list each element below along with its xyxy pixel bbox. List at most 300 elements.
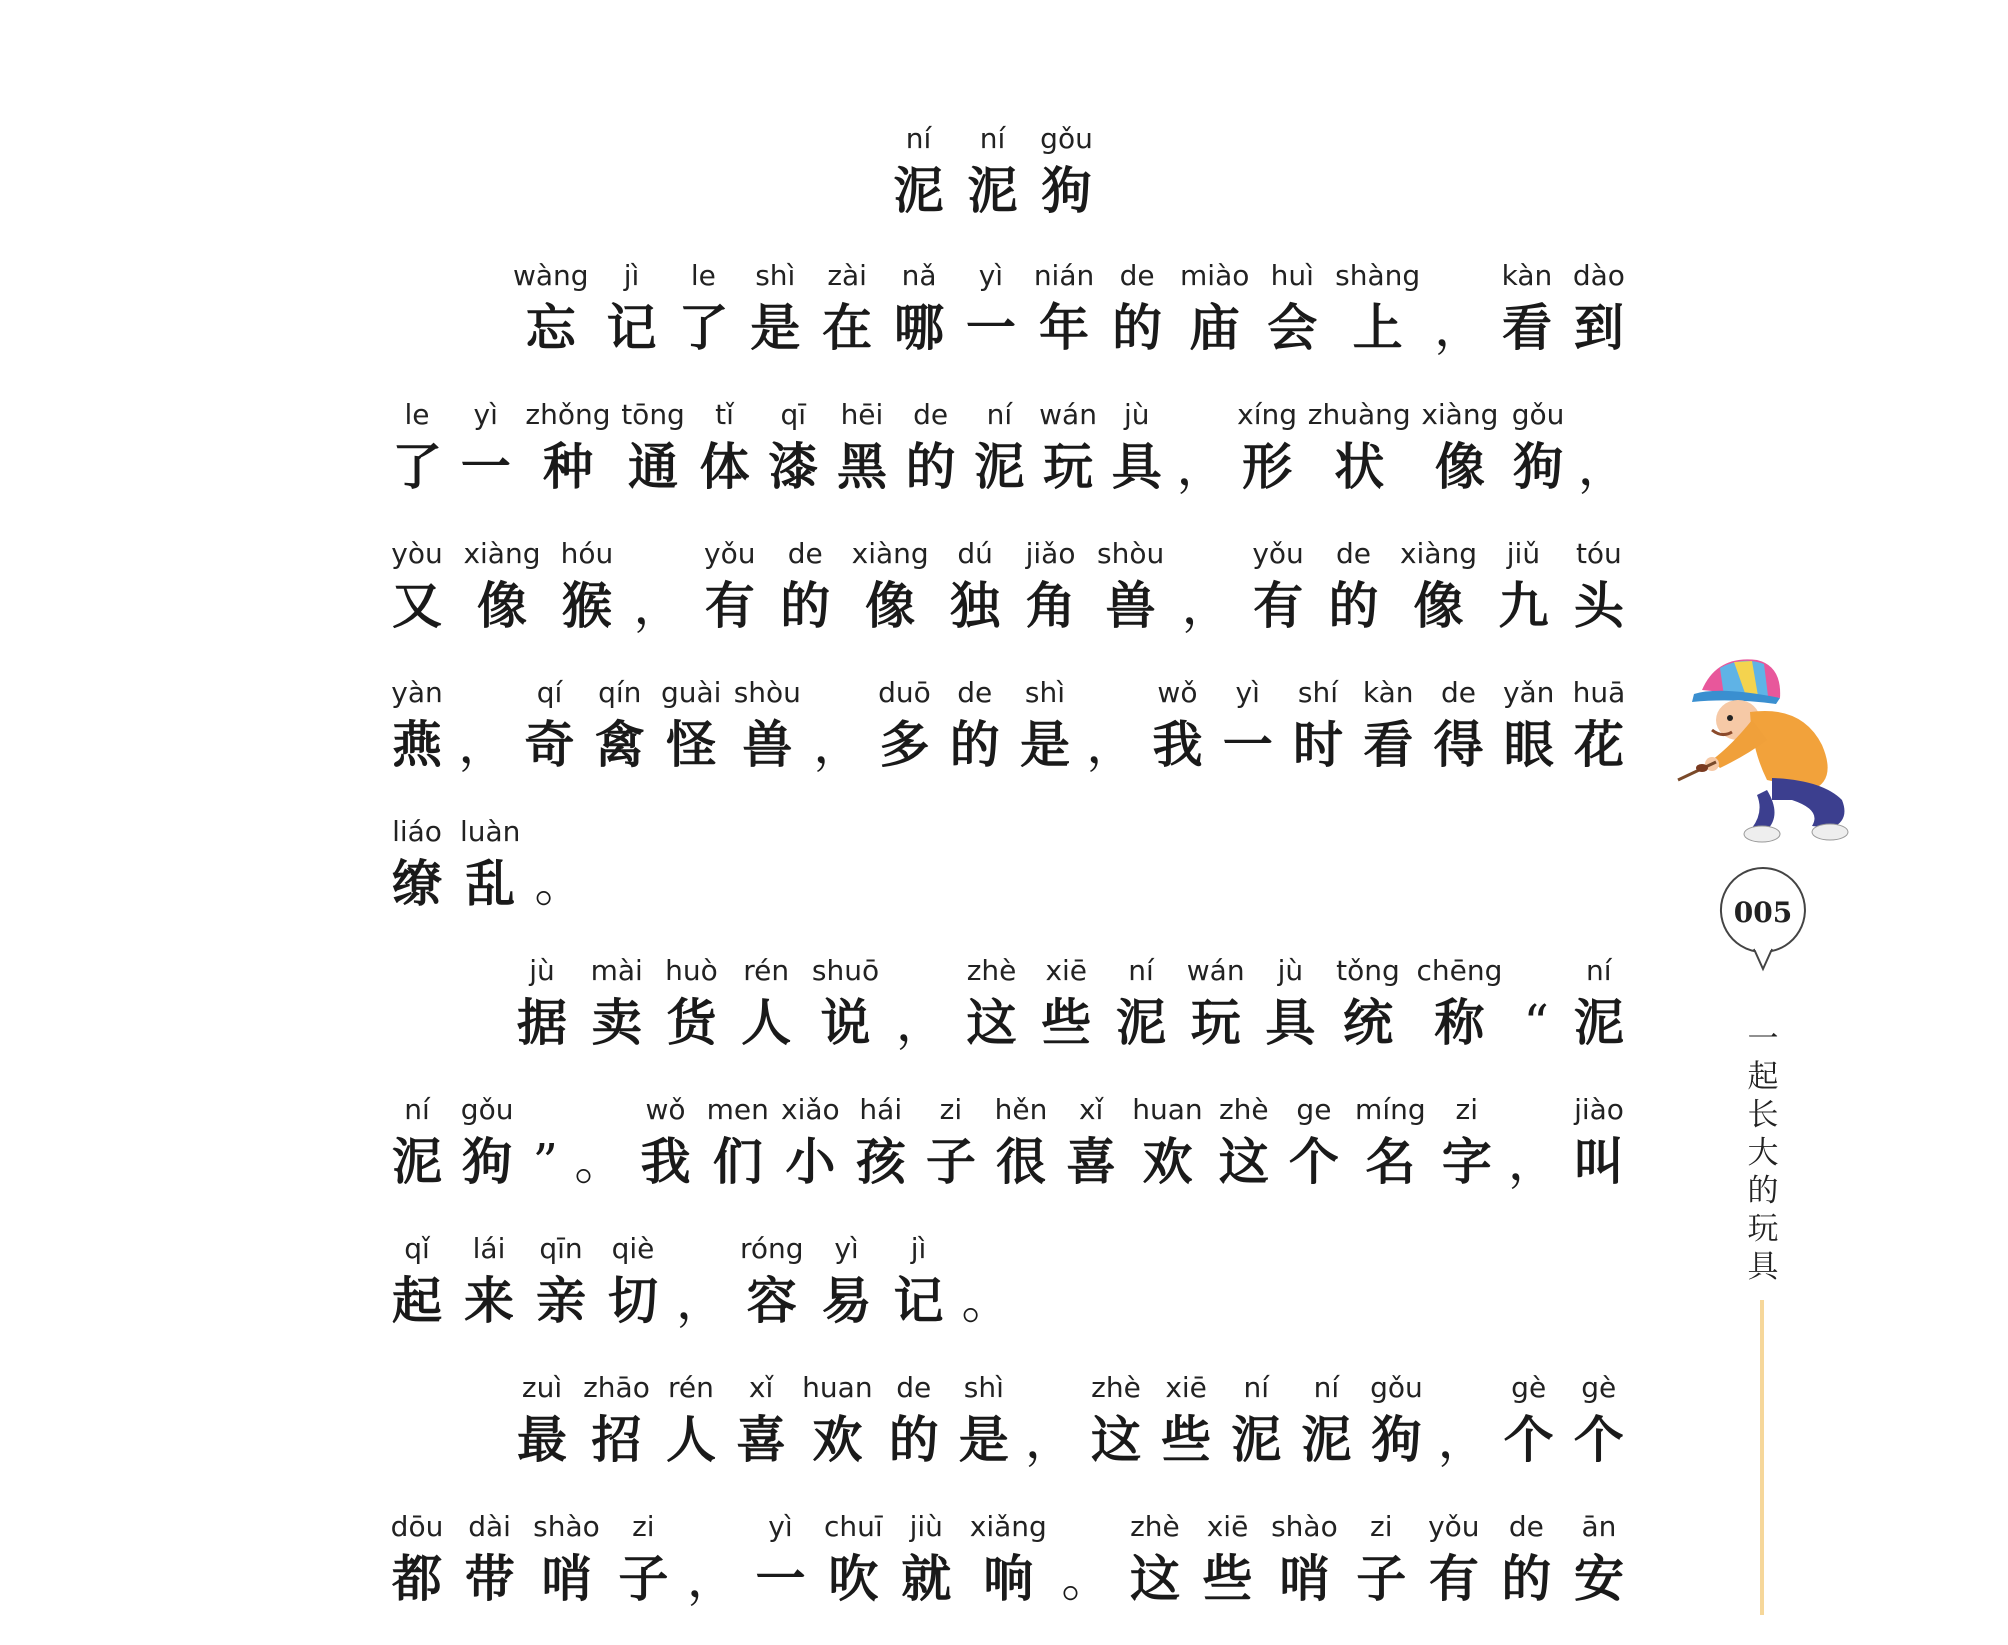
title-row: [0, 118, 2008, 222]
pinyin: tóu: [1575, 537, 1622, 570]
hanzi: 。: [534, 855, 585, 913]
pinyin: shí: [1297, 676, 1338, 709]
hanzi: 玩: [1190, 993, 1241, 1052]
punctuation: [534, 811, 584, 915]
chapter-title: [0, 118, 2008, 222]
pinyin: gǒu: [1370, 1371, 1423, 1404]
pinyin: de: [957, 676, 993, 709]
text-line: [388, 811, 1628, 950]
character-with-pinyin: [1087, 1367, 1145, 1471]
book-title-char: 起: [1747, 1059, 1779, 1095]
character-with-pinyin: [970, 1506, 1047, 1610]
pinyin: jù: [1277, 954, 1304, 987]
character-with-pinyin: [802, 1367, 872, 1471]
hanzi: 泥: [974, 437, 1025, 496]
character-with-pinyin: [1132, 1089, 1202, 1193]
character-with-pinyin: [1416, 950, 1502, 1054]
pinyin: qí: [536, 676, 563, 709]
hanzi: 玩: [1043, 437, 1094, 496]
character-with-pinyin: [1157, 1367, 1215, 1471]
character-with-pinyin: [588, 950, 646, 1054]
pinyin: qín: [598, 676, 642, 709]
character-with-pinyin: [1421, 394, 1498, 498]
hanzi: 。: [574, 1133, 625, 1191]
character-with-pinyin: [824, 1506, 883, 1610]
character-with-pinyin: [1367, 1367, 1425, 1471]
character-with-pinyin: [521, 672, 579, 776]
character-with-pinyin: [1570, 1506, 1628, 1610]
pinyin: xiàng: [851, 537, 929, 570]
character-with-pinyin: [734, 672, 801, 776]
hanzi: 个: [1503, 1410, 1554, 1469]
book-title-char: 长: [1747, 1097, 1779, 1133]
character-with-pinyin: [1500, 672, 1558, 776]
pinyin: rén: [743, 954, 790, 987]
text-line: [388, 255, 1628, 394]
hanzi: 是: [1019, 715, 1070, 774]
hanzi: 具: [1265, 993, 1316, 1052]
hanzi: 的: [1501, 1549, 1552, 1608]
pinyin: yàn: [391, 676, 443, 709]
hanzi: 多: [879, 715, 930, 774]
character-with-pinyin: [1227, 1367, 1285, 1471]
pinyin: chēng: [1416, 954, 1503, 987]
pinyin: xǐ: [748, 1371, 774, 1404]
pinyin: jiù: [909, 1510, 943, 1543]
hanzi: ，: [895, 994, 946, 1052]
pinyin: míng: [1355, 1093, 1426, 1126]
hanzi: 年: [1039, 298, 1090, 357]
hanzi: 状: [1334, 437, 1385, 496]
hanzi: ，: [458, 716, 509, 774]
character-with-pinyin: [776, 533, 834, 637]
pinyin: jù: [529, 954, 555, 987]
pinyin: duō: [878, 676, 931, 709]
book-title-char: 大: [1747, 1135, 1779, 1171]
hanzi: 统: [1342, 993, 1393, 1052]
character-with-pinyin: [1199, 1506, 1257, 1610]
punctuation: [1519, 950, 1553, 1054]
punctuation: [1086, 672, 1136, 776]
character-with-pinyin: [388, 672, 446, 776]
hanzi: 子: [1356, 1549, 1407, 1608]
pinyin: zhāo: [583, 1371, 650, 1404]
character-with-pinyin: [1494, 533, 1552, 637]
hanzi: 这: [1091, 1410, 1142, 1469]
character-with-pinyin: [764, 394, 822, 498]
character-with-pinyin: [463, 533, 540, 637]
hanzi: 响: [983, 1549, 1034, 1608]
character-with-pinyin: [1289, 672, 1347, 776]
hanzi: 泥: [1301, 1410, 1352, 1469]
character-with-pinyin: [1062, 1089, 1120, 1193]
hanzi: 很: [996, 1132, 1047, 1191]
character-with-pinyin: [1037, 950, 1095, 1054]
character-with-pinyin: [1429, 672, 1487, 776]
text-line: [388, 1228, 1628, 1367]
hanzi: 一: [460, 437, 511, 496]
hanzi: 就: [901, 1549, 952, 1608]
character-with-pinyin: [532, 1228, 590, 1332]
pinyin: yì: [473, 398, 498, 431]
character-with-pinyin: [591, 672, 649, 776]
character-with-pinyin: [558, 533, 616, 637]
hanzi: 通: [628, 437, 679, 496]
hanzi: 。: [1061, 1550, 1112, 1608]
hanzi: 切: [608, 1271, 658, 1330]
hanzi: 哨: [541, 1549, 592, 1608]
text-line: [388, 672, 1628, 811]
pinyin: wǒ: [1157, 676, 1198, 709]
character-with-pinyin: [897, 1506, 955, 1610]
character-with-pinyin: [602, 255, 660, 359]
pinyin: huan: [1132, 1093, 1203, 1126]
pinyin: le: [404, 398, 430, 431]
hanzi: 些: [1202, 1549, 1253, 1608]
punctuation: [574, 1089, 624, 1193]
character-with-pinyin: [812, 950, 879, 1054]
character-with-pinyin: [1509, 394, 1567, 498]
character-with-pinyin: [458, 1089, 516, 1193]
character-with-pinyin: [946, 672, 1004, 776]
hanzi: 是: [958, 1410, 1009, 1469]
pinyin: qī: [780, 398, 807, 431]
pinyin: men: [706, 1093, 769, 1126]
pinyin: hái: [859, 1093, 903, 1126]
text-line: [388, 1506, 1628, 1645]
pinyin: de: [787, 537, 823, 570]
pinyin: qǐ: [404, 1232, 430, 1265]
pinyin: yòu: [391, 537, 443, 570]
character-with-pinyin: [1285, 1089, 1343, 1193]
pinyin: de: [1336, 537, 1372, 570]
character-with-pinyin: [457, 394, 515, 498]
hanzi: ，: [1024, 1411, 1075, 1469]
hanzi: 人: [665, 1410, 716, 1469]
hanzi: ，: [633, 577, 684, 635]
pinyin: zhǒng: [525, 398, 611, 431]
pinyin: dài: [468, 1510, 511, 1543]
character-with-pinyin: [1112, 950, 1170, 1054]
character-with-pinyin: [1438, 1089, 1496, 1193]
hanzi: “: [1523, 994, 1549, 1052]
pinyin: ní: [1313, 1371, 1340, 1404]
character-with-pinyin: [1215, 1089, 1273, 1193]
hanzi: 的: [949, 715, 1000, 774]
character-with-pinyin: [1570, 1089, 1628, 1193]
text-line: [388, 394, 1628, 533]
character-with-pinyin: [1325, 533, 1383, 637]
pinyin: ge: [1296, 1093, 1332, 1126]
pinyin: ní: [979, 122, 1006, 155]
punctuation: [1182, 533, 1232, 637]
pinyin: de: [1508, 1510, 1544, 1543]
punctuation: [458, 672, 508, 776]
character-with-pinyin: [525, 394, 610, 498]
text-line: [388, 533, 1628, 672]
pinyin: xiǎng: [969, 1510, 1047, 1543]
side-divider: [1760, 1300, 1764, 1615]
hanzi: 孩: [855, 1132, 906, 1191]
pinyin: wán: [1186, 954, 1245, 987]
character-with-pinyin: [852, 1089, 910, 1193]
hanzi: 子: [618, 1549, 669, 1608]
hanzi: 具: [1111, 437, 1162, 496]
hanzi: 都: [392, 1549, 442, 1608]
character-with-pinyin: [1308, 394, 1411, 498]
pinyin: gè: [1511, 1371, 1547, 1404]
hanzi: 狗: [1371, 1410, 1422, 1469]
character-with-pinyin: [1352, 1506, 1410, 1610]
character-with-pinyin: [885, 1367, 943, 1471]
hanzi: 个: [1288, 1132, 1339, 1191]
character-with-pinyin: [1570, 1367, 1628, 1471]
pinyin: qīn: [539, 1232, 583, 1265]
hanzi: ”: [532, 1133, 559, 1191]
hanzi: 眼: [1503, 715, 1554, 774]
hanzi: 狗: [1513, 437, 1564, 496]
hanzi: 独: [950, 576, 1001, 635]
book-title-vertical: [1743, 1020, 1783, 1286]
hanzi: 的: [1112, 298, 1163, 357]
pinyin: yì: [768, 1510, 793, 1543]
character-with-pinyin: [1570, 533, 1628, 637]
pinyin: zi: [632, 1510, 655, 1543]
title-char: [1030, 118, 1104, 222]
title-char: [956, 118, 1030, 222]
hanzi: 像: [865, 576, 916, 635]
character-with-pinyin: [1108, 255, 1166, 359]
pinyin: zhè: [1091, 1371, 1141, 1404]
hanzi: 吹: [828, 1549, 879, 1608]
hanzi: 有: [1428, 1549, 1479, 1608]
hanzi: 得: [1433, 715, 1484, 774]
character-with-pinyin: [1425, 1506, 1483, 1610]
pinyin: de: [1119, 259, 1155, 292]
character-with-pinyin: [1022, 533, 1080, 637]
character-with-pinyin: [1570, 255, 1628, 359]
character-with-pinyin: [751, 1506, 809, 1610]
pinyin: gǒu: [460, 1093, 514, 1126]
pinyin: zhè: [966, 954, 1017, 987]
hanzi: 字: [1441, 1132, 1492, 1191]
punctuation: [528, 1089, 562, 1193]
character-with-pinyin: [1355, 1089, 1426, 1193]
hanzi: ，: [1086, 716, 1137, 774]
hanzi: 个: [1573, 1410, 1624, 1469]
pinyin: xǐ: [1078, 1093, 1104, 1126]
character-with-pinyin: [963, 950, 1021, 1054]
hanzi: 称: [1434, 993, 1485, 1052]
hanzi: ，: [1507, 1133, 1558, 1191]
pinyin: dú: [957, 537, 993, 570]
hanzi: 上: [1352, 298, 1403, 357]
punctuation: [676, 1228, 726, 1332]
character-with-pinyin: [513, 1367, 571, 1471]
pinyin: huan: [802, 1371, 873, 1404]
hanzi: 喜: [1066, 1132, 1117, 1191]
hanzi: 记: [606, 298, 657, 357]
character-with-pinyin: [1187, 950, 1245, 1054]
pinyin: hóu: [560, 537, 614, 570]
character-with-pinyin: [890, 255, 948, 359]
hanzi: 缭: [392, 854, 442, 913]
pinyin: ní: [1243, 1371, 1269, 1404]
character-with-pinyin: [1108, 394, 1166, 498]
pinyin: tǒng: [1336, 954, 1400, 987]
character-with-pinyin: [662, 950, 720, 1054]
pinyin: de: [896, 1371, 932, 1404]
hanzi: 这: [1218, 1132, 1269, 1191]
hanzi: 欢: [1142, 1132, 1193, 1191]
hanzi: 容: [746, 1271, 797, 1330]
pinyin: ní: [986, 398, 1013, 431]
pinyin: rén: [668, 1371, 714, 1404]
character-with-pinyin: [781, 1089, 840, 1193]
character-with-pinyin: [1400, 533, 1477, 637]
character-with-pinyin: [818, 1228, 876, 1332]
character-with-pinyin: [962, 255, 1020, 359]
character-with-pinyin: [533, 1506, 600, 1610]
pinyin: zuì: [521, 1371, 563, 1404]
pinyin: jiǔ: [1506, 537, 1541, 570]
pinyin: wán: [1039, 398, 1097, 431]
character-with-pinyin: [852, 533, 929, 637]
character-with-pinyin: [1261, 950, 1319, 1054]
hanzi: ，: [1437, 1411, 1488, 1469]
pinyin: le: [690, 259, 716, 292]
character-with-pinyin: [955, 1367, 1013, 1471]
pinyin: luàn: [460, 815, 521, 848]
pinyin: jì: [910, 1232, 927, 1265]
hanzi: 泥: [1573, 993, 1624, 1052]
pinyin: kàn: [1501, 259, 1553, 292]
book-title-char: 具: [1747, 1249, 1779, 1285]
punctuation: [1508, 1089, 1558, 1193]
pinyin: jiào: [1574, 1093, 1624, 1126]
hanzi: 一: [965, 298, 1016, 357]
hanzi: ，: [1176, 438, 1227, 496]
pinyin: xíng: [1237, 398, 1298, 431]
hanzi: 兽: [1105, 576, 1156, 635]
pinyin: gǒu: [1040, 122, 1093, 155]
pinyin: de: [1440, 676, 1476, 709]
hanzi: 来: [464, 1271, 514, 1330]
hanzi: 看: [1363, 715, 1414, 774]
pinyin: zhè: [1218, 1093, 1269, 1126]
punctuation: [1438, 1367, 1488, 1471]
hanzi: 亲: [536, 1271, 586, 1330]
character-with-pinyin: [1570, 950, 1628, 1054]
character-with-pinyin: [746, 255, 804, 359]
hanzi: 货: [666, 993, 717, 1052]
hanzi: 九: [1498, 576, 1549, 635]
punctuation: [1434, 255, 1484, 359]
story-text: [388, 255, 1628, 1645]
hanzi: 角: [1025, 576, 1076, 635]
pinyin: chuī: [824, 1510, 883, 1543]
character-with-pinyin: [992, 1089, 1050, 1193]
pinyin: gǒu: [1511, 398, 1565, 431]
hanzi: 最: [517, 1410, 567, 1469]
punctuation: [1061, 1506, 1111, 1610]
pinyin: róng: [740, 1232, 804, 1265]
pinyin: zi: [1455, 1093, 1478, 1126]
hanzi: 兽: [742, 715, 793, 774]
pinyin: jì: [623, 259, 640, 292]
pinyin: qiè: [611, 1232, 655, 1265]
hanzi: 像: [1434, 437, 1485, 496]
character-with-pinyin: [388, 1089, 446, 1193]
hanzi: 在: [822, 298, 873, 357]
character-with-pinyin: [1039, 394, 1097, 498]
character-with-pinyin: [1219, 672, 1277, 776]
character-with-pinyin: [902, 394, 960, 498]
hanzi: 招: [591, 1410, 642, 1469]
pinyin: xiǎo: [781, 1093, 840, 1126]
hanzi: 黑: [836, 437, 887, 496]
pinyin: gè: [1581, 1371, 1617, 1404]
hanzi: 欢: [812, 1410, 863, 1469]
pinyin: hēi: [840, 398, 884, 431]
pinyin: ní: [404, 1093, 430, 1126]
hanzi: 到: [1573, 298, 1624, 357]
text-line: [388, 1367, 1628, 1506]
pinyin: yǒu: [1428, 1510, 1480, 1543]
pinyin: zi: [939, 1093, 963, 1126]
hanzi: 看: [1501, 298, 1552, 357]
character-with-pinyin: [818, 255, 876, 359]
character-with-pinyin: [701, 533, 759, 637]
pinyin: dào: [1572, 259, 1625, 292]
pinyin: ān: [1581, 1510, 1617, 1543]
hanzi: ，: [1577, 438, 1628, 496]
hanzi: 是: [750, 298, 801, 357]
pinyin: zài: [827, 259, 867, 292]
hanzi: 形: [1242, 437, 1293, 496]
pinyin: shì: [963, 1371, 1004, 1404]
pinyin: kàn: [1362, 676, 1414, 709]
hanzi: 。: [961, 1272, 1012, 1330]
hanzi: 泥: [893, 161, 944, 220]
hanzi: 起: [392, 1271, 442, 1330]
pinyin: huā: [1572, 676, 1626, 709]
text-line: [388, 1089, 1628, 1228]
hanzi: 子: [925, 1132, 976, 1191]
hanzi: 会: [1267, 298, 1318, 357]
character-with-pinyin: [1180, 255, 1249, 359]
character-with-pinyin: [1336, 950, 1400, 1054]
hanzi: 狗: [462, 1132, 513, 1191]
character-with-pinyin: [513, 255, 589, 359]
character-with-pinyin: [732, 1367, 790, 1471]
hanzi: 些: [1041, 993, 1092, 1052]
hanzi: 小: [785, 1132, 836, 1191]
pinyin: guài: [661, 676, 722, 709]
hanzi: 乱: [465, 854, 516, 913]
character-with-pinyin: [1335, 255, 1420, 359]
pinyin: yǎn: [1502, 676, 1555, 709]
pinyin: ní: [1128, 954, 1154, 987]
hanzi: 体: [699, 437, 750, 496]
character-with-pinyin: [1271, 1506, 1338, 1610]
pinyin: dōu: [390, 1510, 444, 1543]
pinyin: shàng: [1335, 259, 1421, 292]
pinyin: shì: [1024, 676, 1065, 709]
hanzi: 忘: [525, 298, 576, 357]
character-with-pinyin: [1570, 672, 1628, 776]
character-with-pinyin: [1148, 672, 1206, 776]
